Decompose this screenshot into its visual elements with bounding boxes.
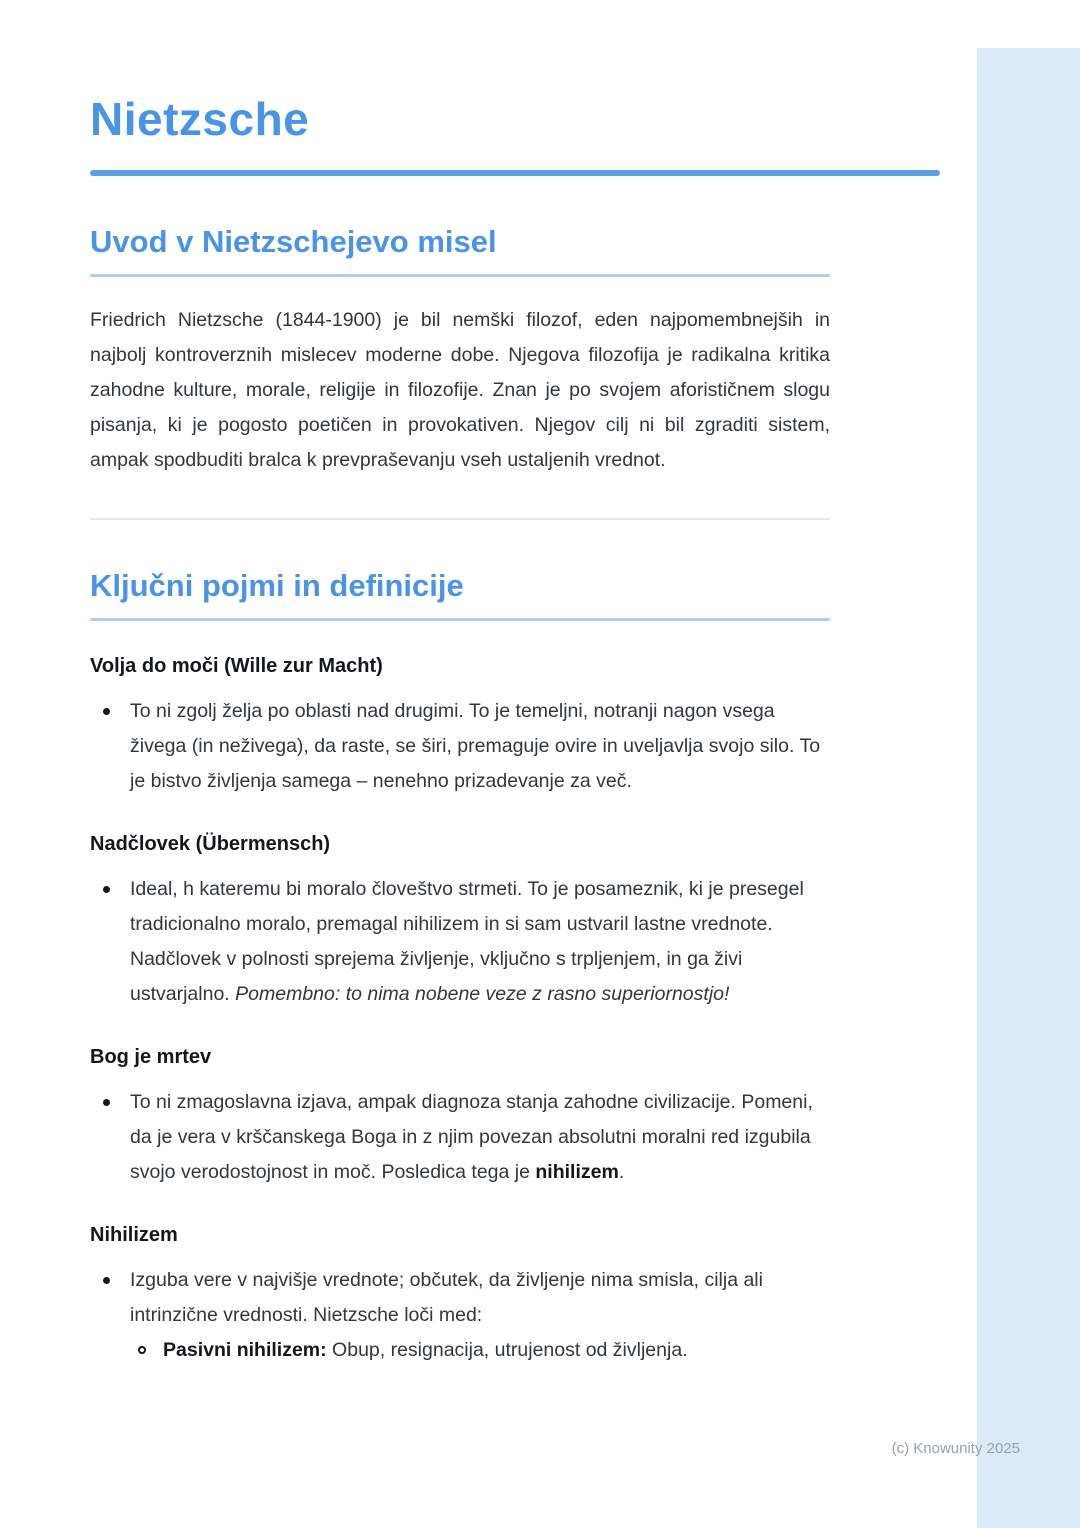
term-title-nadclovek: Nadčlovek (Übermensch) (90, 833, 331, 855)
term-text-after: . (618, 1161, 625, 1183)
intro-paragraph: Friedrich Nietzsche (1844-1900) je bil nemški filozof, eden najpomembnejših in najbolj kontroverznih mislecev moderne dobe. Njegova filozofija je radikalna kritika zahodne kulture, morale, religije in filozofije. Znan je po svojem aforističnem slogu pisanja, ki je pogosto poetičen in provokativen. Njegov cilj ni bil zgraditi sistem, ampak spodbuditi bralca k prevpraševanju vseh ustaljenih vrednot. (90, 309, 830, 471)
term-title-volja-do-moci: Volja do moči (Wille zur Macht) (90, 655, 383, 677)
list-item (90, 694, 830, 799)
intro-heading-rule (90, 274, 830, 277)
bullet-icon (103, 708, 110, 715)
list-item (90, 1263, 830, 1333)
side-stripe (977, 48, 1080, 1528)
term-text (130, 1263, 830, 1333)
title-underline-rule (90, 170, 940, 176)
list-item (90, 1085, 830, 1190)
bullet-icon (103, 1099, 110, 1106)
concepts-heading-rule (90, 618, 830, 621)
bullet-icon (103, 886, 110, 893)
term-note-italic: Pomembno: to nima nobene veze z rasno superiornostjo! (235, 983, 730, 1005)
term-bold-word: nihilizem (535, 1161, 619, 1183)
list-item (90, 872, 830, 1012)
section-intro (90, 224, 830, 478)
term-text-body: To ni zgolj želja po oblasti nad drugimi. To je temeljni, notranji nagon vsega živega (in neživega), da raste, se širi, premaguje ovire in uveljavlja svojo silo. To je bistvo življenja samega – nenehno prizadevanje za več. (130, 700, 821, 792)
section-concepts (90, 568, 830, 1368)
term-text (130, 1085, 830, 1190)
term-title-bog-je-mrtev: Bog je mrtev (90, 1046, 212, 1068)
footer-credit: (c) Knowunity 2025 (891, 1440, 1020, 1457)
concepts-section-heading: Ključni pojmi in definicije (90, 568, 464, 603)
sub-term-bold: Pasivni nihilizem: (163, 1339, 327, 1361)
intro-section-heading: Uvod v Nietzschejevo misel (90, 224, 497, 259)
term-text (130, 694, 830, 799)
term-text-body: Izguba vere v najvišje vrednote; občutek, da življenje nima smisla, cilja ali intrinzične vrednosti. Nietzsche loči med: (130, 1269, 763, 1326)
bullet-icon (103, 1277, 110, 1284)
term-text-body: Ideal, h kateremu bi moralo človeštvo strmeti. To je posameznik, ki je presegel tradicionalno moralo, premagal nihilizem in si sam ustvaril lastne vrednote. Nadčlovek v polnosti sprejema življenje, vključno s trpljenjem, in ga živi ustvarjalno. (130, 878, 804, 1005)
term-text-body: To ni zmagoslavna izjava, ampak diagnoza stanja zahodne civilizacije. Pomeni, da je vera v krščanskega Boga in z njim povezan absolutni moralni red izgubila svojo verodostojnost in moč. Posledica tega je (130, 1091, 813, 1183)
sub-term-text-body: Obup, resignacija, utrujenost od življenja. (326, 1339, 688, 1361)
sub-bullet-icon (138, 1346, 146, 1354)
sub-list-item (126, 1333, 830, 1368)
content-column (90, 0, 830, 1368)
page-title: Nietzsche (90, 93, 310, 145)
term-text (130, 872, 830, 1012)
term-title-nihilizem: Nihilizem (90, 1224, 178, 1246)
section-divider (90, 518, 830, 520)
sub-term-text (163, 1333, 830, 1368)
